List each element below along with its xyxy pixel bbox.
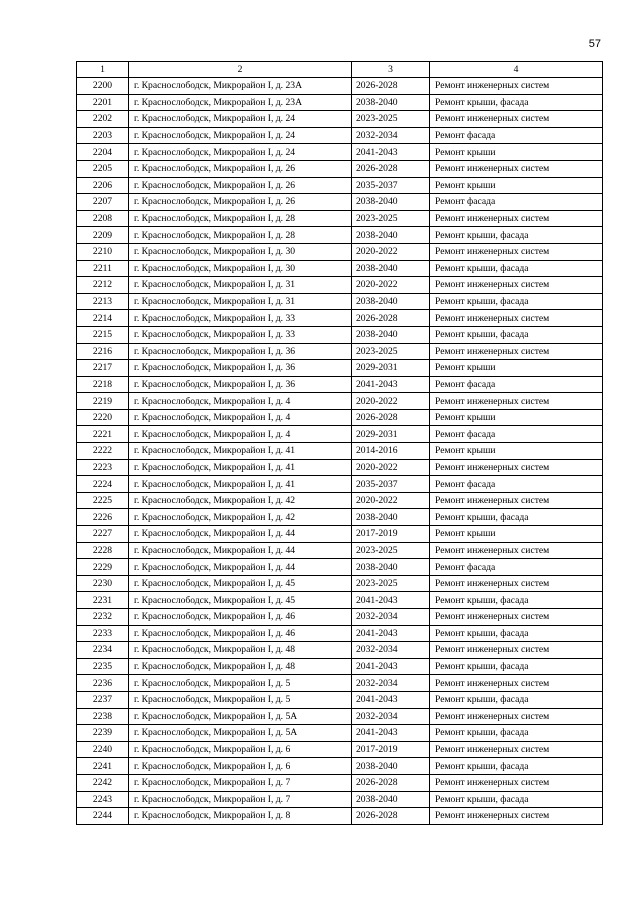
table-row (77, 78, 603, 95)
period-cell: 2038-2040 (352, 194, 430, 211)
row-number: 2218 (77, 376, 129, 393)
address-cell: г. Краснослободск, Микрорайон I, д. 26 (129, 177, 352, 194)
table-row (77, 194, 603, 211)
table-row (77, 758, 603, 775)
row-number: 2230 (77, 575, 129, 592)
period-cell: 2038-2040 (352, 326, 430, 343)
period-cell: 2041-2043 (352, 144, 430, 161)
period-cell: 2032-2034 (352, 708, 430, 725)
table-row (77, 160, 603, 177)
period-cell: 2041-2043 (352, 691, 430, 708)
table-row (77, 559, 603, 576)
row-number: 2236 (77, 675, 129, 692)
row-number: 2223 (77, 459, 129, 476)
table-row (77, 575, 603, 592)
period-cell: 2020-2022 (352, 277, 430, 294)
period-cell: 2035-2037 (352, 177, 430, 194)
row-number: 2215 (77, 326, 129, 343)
table-row (77, 741, 603, 758)
address-cell: г. Краснослободск, Микрорайон I, д. 7 (129, 774, 352, 791)
work-type-cell: Ремонт инженерных систем (430, 642, 603, 659)
table-row (77, 260, 603, 277)
period-cell: 2041-2043 (352, 658, 430, 675)
period-cell: 2032-2034 (352, 675, 430, 692)
work-type-cell: Ремонт инженерных систем (430, 111, 603, 128)
table-row (77, 144, 603, 161)
address-cell: г. Краснослободск, Микрорайон I, д. 4 (129, 426, 352, 443)
address-cell: г. Краснослободск, Микрорайон I, д. 41 (129, 459, 352, 476)
period-cell: 2026-2028 (352, 78, 430, 95)
period-cell: 2038-2040 (352, 293, 430, 310)
period-cell: 2029-2031 (352, 426, 430, 443)
period-cell: 2020-2022 (352, 492, 430, 509)
address-cell: г. Краснослободск, Микрорайон I, д. 30 (129, 260, 352, 277)
period-cell: 2038-2040 (352, 791, 430, 808)
table-row (77, 625, 603, 642)
period-cell: 2026-2028 (352, 160, 430, 177)
period-cell: 2032-2034 (352, 609, 430, 626)
work-type-cell: Ремонт крыши, фасада (430, 592, 603, 609)
row-number: 2208 (77, 210, 129, 227)
work-type-cell: Ремонт инженерных систем (430, 459, 603, 476)
table-row (77, 642, 603, 659)
row-number: 2206 (77, 177, 129, 194)
address-cell: г. Краснослободск, Микрорайон I, д. 33 (129, 326, 352, 343)
address-cell: г. Краснослободск, Микрорайон I, д. 45 (129, 592, 352, 609)
work-type-cell: Ремонт крыши, фасада (430, 227, 603, 244)
address-cell: г. Краснослободск, Микрорайон I, д. 24 (129, 111, 352, 128)
address-cell: г. Краснослободск, Микрорайон I, д. 36 (129, 343, 352, 360)
row-number: 2224 (77, 476, 129, 493)
address-cell: г. Краснослободск, Микрорайон I, д. 28 (129, 227, 352, 244)
address-cell: г. Краснослободск, Микрорайон I, д. 42 (129, 492, 352, 509)
address-cell: г. Краснослободск, Микрорайон I, д. 6 (129, 741, 352, 758)
row-number: 2243 (77, 791, 129, 808)
table-row (77, 210, 603, 227)
row-number: 2237 (77, 691, 129, 708)
period-cell: 2017-2019 (352, 526, 430, 543)
work-type-cell: Ремонт инженерных систем (430, 393, 603, 410)
table-row (77, 509, 603, 526)
work-type-cell: Ремонт инженерных систем (430, 78, 603, 95)
table-row (77, 343, 603, 360)
table-header-row (77, 62, 603, 78)
work-type-cell: Ремонт крыши, фасада (430, 94, 603, 111)
work-type-cell: Ремонт крыши (430, 360, 603, 377)
row-number: 2203 (77, 127, 129, 144)
work-type-cell: Ремонт крыши, фасада (430, 509, 603, 526)
address-cell: г. Краснослободск, Микрорайон I, д. 44 (129, 526, 352, 543)
address-cell: г. Краснослободск, Микрорайон I, д. 4 (129, 409, 352, 426)
address-cell: г. Краснослободск, Микрорайон I, д. 24 (129, 144, 352, 161)
address-cell: г. Краснослободск, Микрорайон I, д. 5А (129, 708, 352, 725)
row-number: 2219 (77, 393, 129, 410)
row-number: 2231 (77, 592, 129, 609)
table-row (77, 609, 603, 626)
work-type-cell: Ремонт инженерных систем (430, 243, 603, 260)
row-number: 2222 (77, 443, 129, 460)
address-cell: г. Краснослободск, Микрорайон I, д. 31 (129, 277, 352, 294)
work-type-cell: Ремонт инженерных систем (430, 343, 603, 360)
row-number: 2235 (77, 658, 129, 675)
row-number: 2240 (77, 741, 129, 758)
row-number: 2241 (77, 758, 129, 775)
row-number: 2209 (77, 227, 129, 244)
work-type-cell: Ремонт инженерных систем (430, 277, 603, 294)
row-number: 2216 (77, 343, 129, 360)
period-cell: 2017-2019 (352, 741, 430, 758)
work-type-cell: Ремонт крыши (430, 443, 603, 460)
address-cell: г. Краснослободск, Микрорайон I, д. 45 (129, 575, 352, 592)
table-row (77, 774, 603, 791)
table-row (77, 277, 603, 294)
address-cell: г. Краснослободск, Микрорайон I, д. 44 (129, 542, 352, 559)
address-cell: г. Краснослободск, Микрорайон I, д. 26 (129, 194, 352, 211)
work-type-cell: Ремонт крыши, фасада (430, 758, 603, 775)
table-row (77, 675, 603, 692)
work-type-cell: Ремонт крыши, фасада (430, 293, 603, 310)
work-type-cell: Ремонт крыши, фасада (430, 691, 603, 708)
period-cell: 2023-2025 (352, 343, 430, 360)
period-cell: 2038-2040 (352, 94, 430, 111)
table-row (77, 94, 603, 111)
period-cell: 2023-2025 (352, 542, 430, 559)
work-type-cell: Ремонт фасада (430, 476, 603, 493)
row-number: 2239 (77, 725, 129, 742)
table-row (77, 592, 603, 609)
work-type-cell: Ремонт фасада (430, 127, 603, 144)
table-row (77, 492, 603, 509)
period-cell: 2041-2043 (352, 592, 430, 609)
row-number: 2244 (77, 808, 129, 825)
period-cell: 2038-2040 (352, 758, 430, 775)
period-cell: 2029-2031 (352, 360, 430, 377)
work-type-cell: Ремонт крыши, фасада (430, 791, 603, 808)
table-row (77, 376, 603, 393)
work-type-cell: Ремонт инженерных систем (430, 310, 603, 327)
period-cell: 2026-2028 (352, 310, 430, 327)
period-cell: 2020-2022 (352, 393, 430, 410)
row-number: 2212 (77, 277, 129, 294)
row-number: 2200 (77, 78, 129, 95)
period-cell: 2026-2028 (352, 808, 430, 825)
table-row (77, 227, 603, 244)
period-cell: 2041-2043 (352, 725, 430, 742)
row-number: 2201 (77, 94, 129, 111)
address-cell: г. Краснослободск, Микрорайон I, д. 26 (129, 160, 352, 177)
work-type-cell: Ремонт крыши, фасада (430, 658, 603, 675)
period-cell: 2026-2028 (352, 409, 430, 426)
address-cell: г. Краснослободск, Микрорайон I, д. 46 (129, 609, 352, 626)
address-cell: г. Краснослободск, Микрорайон I, д. 48 (129, 642, 352, 659)
period-cell: 2032-2034 (352, 127, 430, 144)
table-row (77, 310, 603, 327)
period-cell: 2023-2025 (352, 210, 430, 227)
work-type-cell: Ремонт инженерных систем (430, 492, 603, 509)
address-cell: г. Краснослободск, Микрорайон I, д. 46 (129, 625, 352, 642)
work-type-cell: Ремонт инженерных систем (430, 774, 603, 791)
work-type-cell: Ремонт крыши, фасада (430, 260, 603, 277)
work-type-cell: Ремонт инженерных систем (430, 675, 603, 692)
row-number: 2221 (77, 426, 129, 443)
work-type-cell: Ремонт инженерных систем (430, 210, 603, 227)
column-header: 4 (430, 62, 603, 78)
row-number: 2238 (77, 708, 129, 725)
address-cell: г. Краснослободск, Микрорайон I, д. 30 (129, 243, 352, 260)
period-cell: 2035-2037 (352, 476, 430, 493)
address-cell: г. Краснослободск, Микрорайон I, д. 42 (129, 509, 352, 526)
address-cell: г. Краснослободск, Микрорайон I, д. 23А (129, 94, 352, 111)
period-cell: 2014-2016 (352, 443, 430, 460)
table-row (77, 243, 603, 260)
table-row (77, 177, 603, 194)
row-number: 2202 (77, 111, 129, 128)
table-row (77, 658, 603, 675)
column-header: 2 (129, 62, 352, 78)
period-cell: 2038-2040 (352, 509, 430, 526)
address-cell: г. Краснослободск, Микрорайон I, д. 41 (129, 476, 352, 493)
row-number: 2213 (77, 293, 129, 310)
row-number: 2228 (77, 542, 129, 559)
address-cell: г. Краснослободск, Микрорайон I, д. 6 (129, 758, 352, 775)
work-type-cell: Ремонт крыши (430, 526, 603, 543)
address-cell: г. Краснослободск, Микрорайон I, д. 36 (129, 360, 352, 377)
work-type-cell: Ремонт крыши, фасада (430, 625, 603, 642)
address-cell: г. Краснослободск, Микрорайон I, д. 8 (129, 808, 352, 825)
period-cell: 2038-2040 (352, 227, 430, 244)
table-row (77, 526, 603, 543)
row-number: 2242 (77, 774, 129, 791)
row-number: 2205 (77, 160, 129, 177)
row-number: 2232 (77, 609, 129, 626)
work-type-cell: Ремонт фасада (430, 559, 603, 576)
row-number: 2233 (77, 625, 129, 642)
row-number: 2217 (77, 360, 129, 377)
table-row (77, 426, 603, 443)
work-type-cell: Ремонт инженерных систем (430, 808, 603, 825)
row-number: 2207 (77, 194, 129, 211)
work-type-cell: Ремонт крыши, фасада (430, 326, 603, 343)
period-cell: 2020-2022 (352, 243, 430, 260)
table-row (77, 127, 603, 144)
table-row (77, 360, 603, 377)
work-type-cell: Ремонт крыши, фасада (430, 725, 603, 742)
work-type-cell: Ремонт инженерных систем (430, 575, 603, 592)
work-type-cell: Ремонт инженерных систем (430, 741, 603, 758)
address-cell: г. Краснослободск, Микрорайон I, д. 23А (129, 78, 352, 95)
table-row (77, 708, 603, 725)
work-type-cell: Ремонт фасада (430, 376, 603, 393)
address-cell: г. Краснослободск, Микрорайон I, д. 5А (129, 725, 352, 742)
work-type-cell: Ремонт инженерных систем (430, 609, 603, 626)
row-number: 2220 (77, 409, 129, 426)
row-number: 2211 (77, 260, 129, 277)
period-cell: 2041-2043 (352, 625, 430, 642)
address-cell: г. Краснослободск, Микрорайон I, д. 33 (129, 310, 352, 327)
period-cell: 2023-2025 (352, 111, 430, 128)
table-row (77, 791, 603, 808)
table-row (77, 542, 603, 559)
address-cell: г. Краснослободск, Микрорайон I, д. 31 (129, 293, 352, 310)
table-row (77, 808, 603, 825)
table-row (77, 293, 603, 310)
table-row (77, 409, 603, 426)
row-number: 2226 (77, 509, 129, 526)
work-type-cell: Ремонт крыши (430, 144, 603, 161)
row-number: 2234 (77, 642, 129, 659)
address-cell: г. Краснослободск, Микрорайон I, д. 36 (129, 376, 352, 393)
work-type-cell: Ремонт фасада (430, 194, 603, 211)
table-row (77, 111, 603, 128)
period-cell: 2038-2040 (352, 559, 430, 576)
work-type-cell: Ремонт инженерных систем (430, 542, 603, 559)
address-cell: г. Краснослободск, Микрорайон I, д. 28 (129, 210, 352, 227)
page-number: 57 (588, 38, 601, 50)
row-number: 2214 (77, 310, 129, 327)
period-cell: 2032-2034 (352, 642, 430, 659)
period-cell: 2038-2040 (352, 260, 430, 277)
period-cell: 2041-2043 (352, 376, 430, 393)
address-cell: г. Краснослободск, Микрорайон I, д. 7 (129, 791, 352, 808)
work-type-cell: Ремонт инженерных систем (430, 160, 603, 177)
address-cell: г. Краснослободск, Микрорайон I, д. 44 (129, 559, 352, 576)
address-cell: г. Краснослободск, Микрорайон I, д. 5 (129, 675, 352, 692)
repair-schedule-table (76, 61, 603, 825)
row-number: 2204 (77, 144, 129, 161)
table-row (77, 476, 603, 493)
table-row (77, 443, 603, 460)
period-cell: 2023-2025 (352, 575, 430, 592)
address-cell: г. Краснослободск, Микрорайон I, д. 48 (129, 658, 352, 675)
table-row (77, 459, 603, 476)
table-row (77, 326, 603, 343)
table-row (77, 725, 603, 742)
row-number: 2210 (77, 243, 129, 260)
row-number: 2229 (77, 559, 129, 576)
address-cell: г. Краснослободск, Микрорайон I, д. 4 (129, 393, 352, 410)
address-cell: г. Краснослободск, Микрорайон I, д. 5 (129, 691, 352, 708)
address-cell: г. Краснослободск, Микрорайон I, д. 41 (129, 443, 352, 460)
work-type-cell: Ремонт крыши (430, 177, 603, 194)
work-type-cell: Ремонт крыши (430, 409, 603, 426)
period-cell: 2026-2028 (352, 774, 430, 791)
table-row (77, 393, 603, 410)
address-cell: г. Краснослободск, Микрорайон I, д. 24 (129, 127, 352, 144)
work-type-cell: Ремонт инженерных систем (430, 708, 603, 725)
row-number: 2227 (77, 526, 129, 543)
period-cell: 2020-2022 (352, 459, 430, 476)
column-header: 1 (77, 62, 129, 78)
table-row (77, 691, 603, 708)
column-header: 3 (352, 62, 430, 78)
work-type-cell: Ремонт фасада (430, 426, 603, 443)
row-number: 2225 (77, 492, 129, 509)
